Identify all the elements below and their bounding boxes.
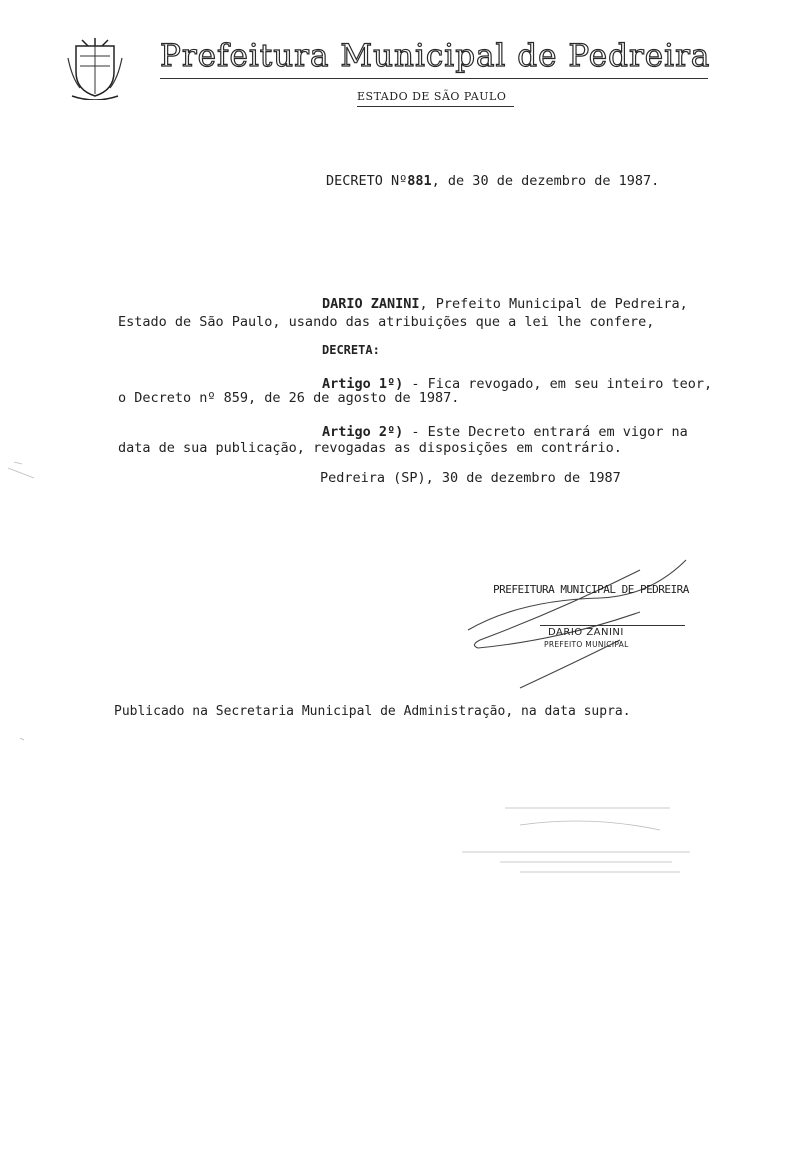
article-2-label: Artigo 2º) xyxy=(322,424,404,440)
municipality-title: Prefeitura Municipal de Pedreira xyxy=(160,38,711,74)
publication-note: Publicado na Secretaria Municipal de Administração, na data supra. xyxy=(114,704,631,719)
mayor-name: DARIO ZANINI xyxy=(322,296,420,312)
stamp-office: PREFEITURA MUNICIPAL DE PEDREIRA xyxy=(493,583,689,596)
intro-rest: , Prefeito Municipal de Pedreira, xyxy=(419,296,688,312)
state-subtitle: ESTADO DE SÃO PAULO xyxy=(357,90,507,103)
decreta-heading: DECRETA: xyxy=(322,343,380,357)
article-1-label: Artigo 1º) xyxy=(322,376,404,392)
decree-title-label: DECRETO Nº xyxy=(326,173,408,189)
article-1-line-2: o Decreto nº 859, de 26 de agosto de 1987. xyxy=(118,390,460,406)
article-2-text: - Este Decreto entrará em vigor na xyxy=(403,424,688,440)
stamp-mayor-name: DARIO ZANINI xyxy=(548,627,624,638)
decree-number: 881 xyxy=(407,173,432,189)
decree-date: , de 30 de dezembro de 1987. xyxy=(431,173,660,189)
intro-line-2: Estado de São Paulo, usando das atribuições que a lei lhe confere, xyxy=(118,314,655,330)
stamp-mayor-role: PREFEITO MUNICIPAL xyxy=(544,640,629,649)
article-1-text: - Fica revogado, em seu inteiro teor, xyxy=(403,376,713,392)
article-2-line-2: data de sua publicação, revogadas as disposições em contrário. xyxy=(118,440,622,456)
place-and-date: Pedreira (SP), 30 de dezembro de 1987 xyxy=(320,470,621,486)
